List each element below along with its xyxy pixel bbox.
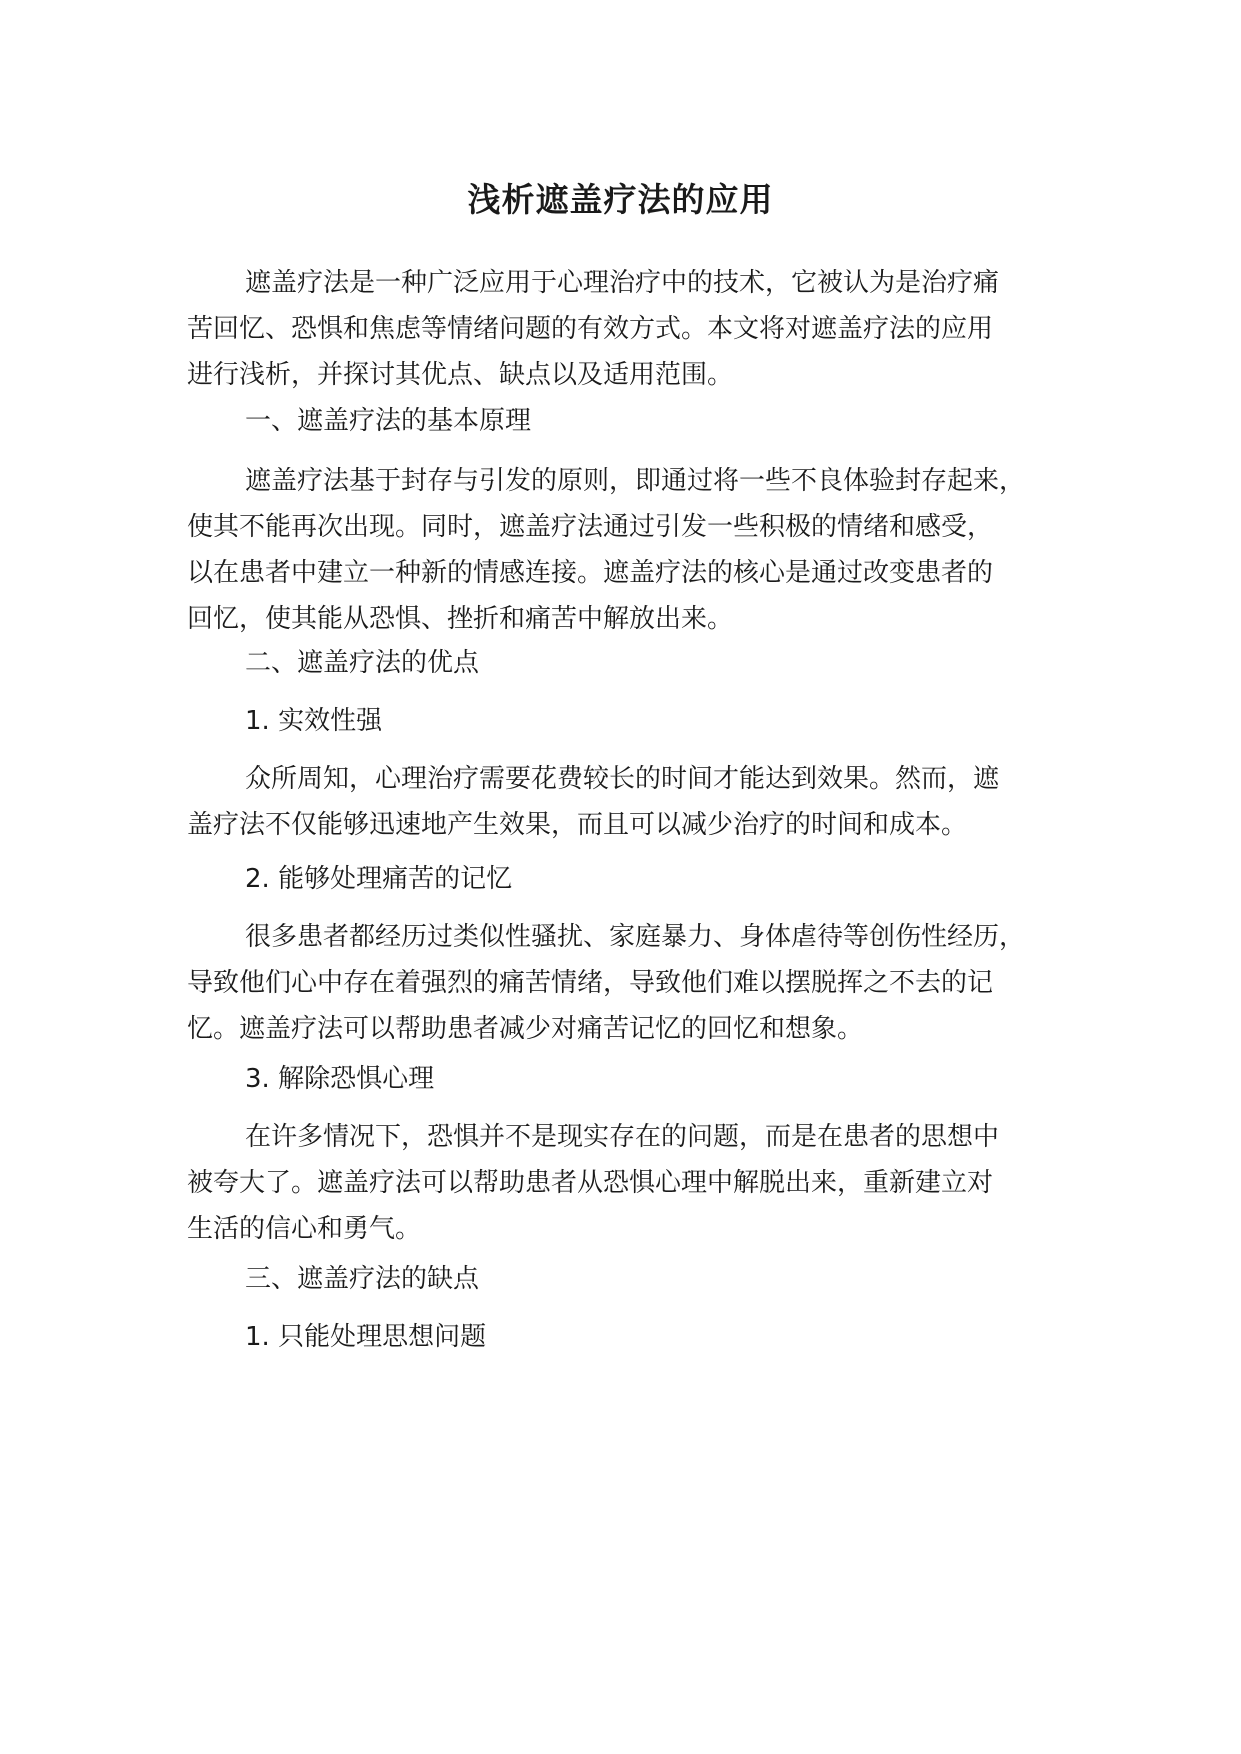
item2-3-paragraph: [187, 1114, 1075, 1252]
intro-line-1: 遮盖疗法是一种广泛应用于心理治疗中的技术，它被认为是治疗痛: [245, 268, 1000, 298]
intro-paragraph: [187, 260, 1075, 398]
item2-3-line-3: 生活的信心和勇气。: [187, 1214, 422, 1244]
item2-1-line-2: 盖疗法不仅能够迅速地产生效果，而且可以减少治疗的时间和成本。: [187, 810, 968, 840]
item2-1-heading: 1. 实效性强: [245, 706, 383, 736]
item3-1-heading: 1. 只能处理思想问题: [245, 1322, 487, 1352]
item2-1-paragraph: [187, 756, 1075, 848]
section1-line-1: 遮盖疗法基于封存与引发的原则，即通过将一些不良体验封存起来，: [245, 466, 1026, 496]
section1-line-4: 回忆，使其能从恐惧、挫折和痛苦中解放出来。: [187, 604, 734, 634]
item2-2-heading: 2. 能够处理痛苦的记忆: [245, 864, 513, 894]
item2-3-line-1: 在许多情况下，恐惧并不是现实存在的问题，而是在患者的思想中: [245, 1122, 1000, 1152]
item2-2-paragraph: [187, 914, 1075, 1052]
section1-paragraph: [187, 458, 1075, 642]
section1-line-3: 以在患者中建立一种新的情感连接。遮盖疗法的核心是通过改变患者的: [187, 558, 994, 588]
item2-2-line-3: 忆。遮盖疗法可以帮助患者减少对痛苦记忆的回忆和想象。: [187, 1014, 864, 1044]
intro-line-2: 苦回忆、恐惧和焦虑等情绪问题的有效方式。本文将对遮盖疗法的应用: [187, 314, 994, 344]
section1-heading: 一、遮盖疗法的基本原理: [245, 406, 532, 436]
item2-2-line-2: 导致他们心中存在着强烈的痛苦情绪，导致他们难以摆脱挥之不去的记: [187, 968, 994, 998]
section2-heading: 二、遮盖疗法的优点: [245, 648, 480, 678]
item2-2-line-1: 很多患者都经历过类似性骚扰、家庭暴力、身体虐待等创伤性经历，: [245, 922, 1026, 952]
intro-line-3: 进行浅析，并探讨其优点、缺点以及适用范围。: [187, 360, 734, 390]
item2-3-heading: 3. 解除恐惧心理: [245, 1064, 435, 1094]
item2-1-line-1: 众所周知，心理治疗需要花费较长的时间才能达到效果。然而，遮: [245, 764, 1000, 794]
section3-heading: 三、遮盖疗法的缺点: [245, 1264, 480, 1294]
section1-line-2: 使其不能再次出现。同时，遮盖疗法通过引发一些积极的情绪和感受，: [187, 512, 994, 542]
item2-3-line-2: 被夸大了。遮盖疗法可以帮助患者从恐惧心理中解脱出来，重新建立对: [187, 1168, 994, 1198]
document-title: 浅析遮盖疗法的应用: [467, 180, 774, 219]
